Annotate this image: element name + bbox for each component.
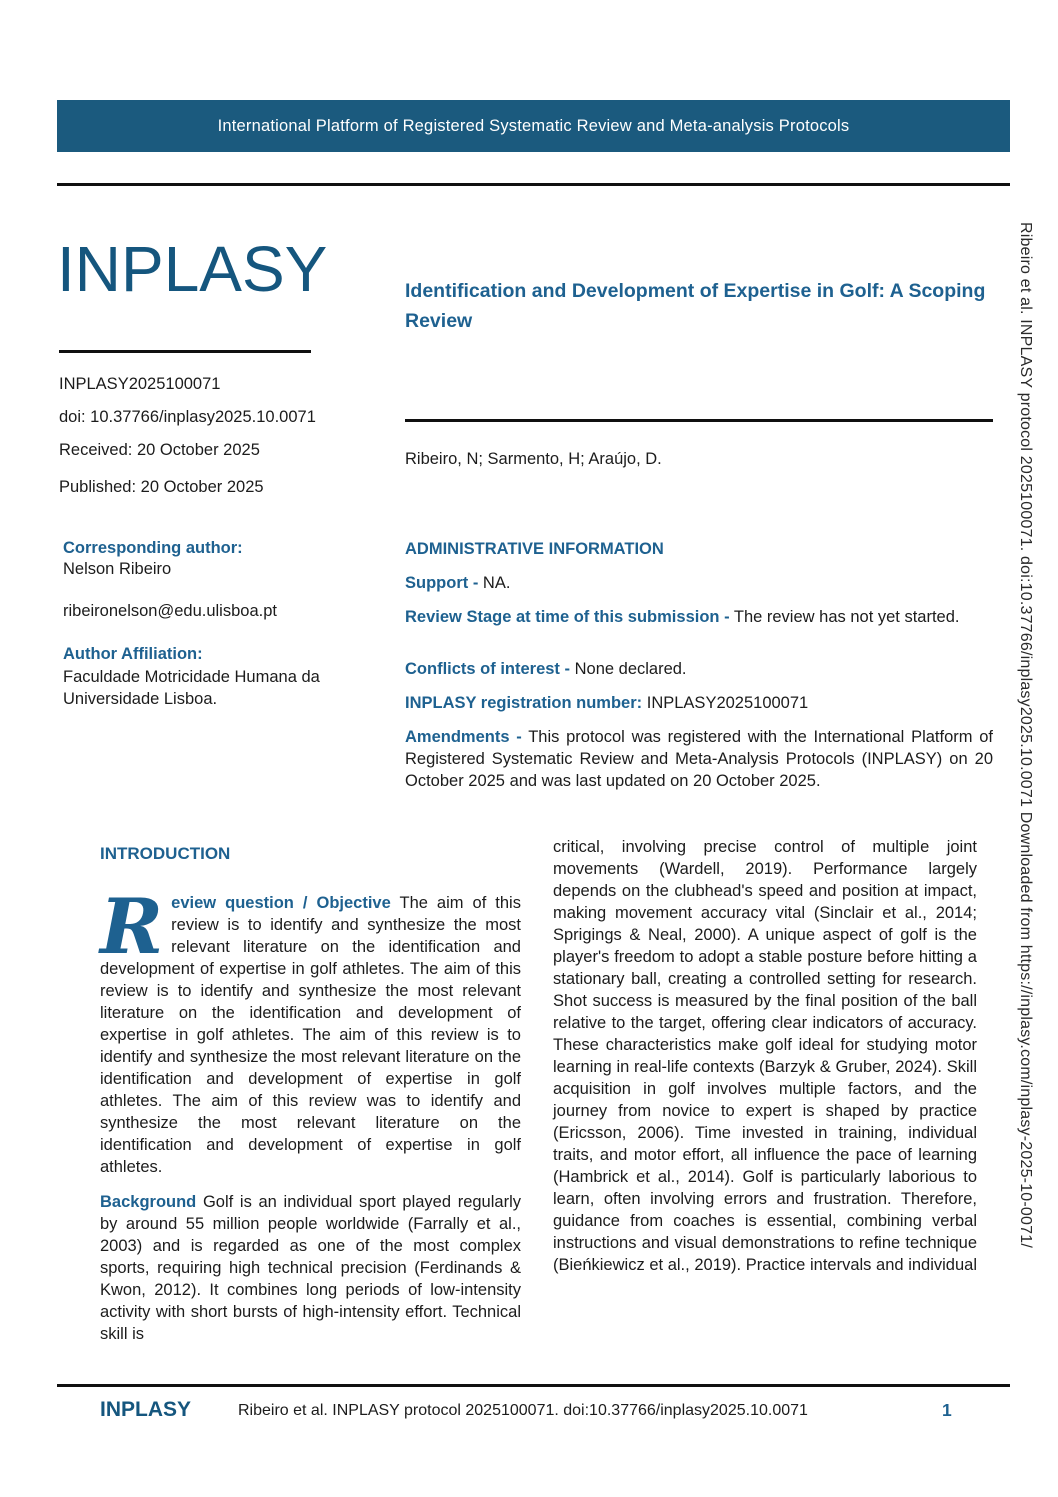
dropcap-letter: R [100, 882, 164, 971]
support-label: Support - [405, 574, 479, 592]
footer-inplasy-logo: INPLASY [100, 1398, 192, 1421]
footer-divider [57, 1384, 1010, 1387]
amendments-value: This protocol was registered with the International Platform of Registered Systematic Review and Meta-Analysis Protocols (INPLASY) on 20 October 2025 and was last updated on 20 October 2025. [405, 728, 994, 790]
received-date: Received: 20 October 2025 [59, 441, 260, 459]
conflicts-line [405, 658, 993, 680]
body-left-column [100, 843, 521, 1345]
article-title: Identification and Development of Expertise in Golf: A Scoping Review [405, 280, 986, 332]
title-divider [405, 419, 993, 422]
inplasy-logo: INPLASY [57, 233, 328, 305]
author-affiliation-label: Author Affiliation: [63, 645, 203, 663]
registration-id: INPLASY2025100071 [59, 375, 221, 393]
registration-number-value: INPLASY2025100071 [646, 694, 809, 712]
review-stage-value: The review has not yet started. [733, 608, 960, 626]
top-divider [57, 183, 1010, 186]
review-stage-line [405, 606, 993, 628]
published-date: Published: 20 October 2025 [59, 478, 264, 496]
support-line [405, 572, 993, 594]
author-affiliation-text: Faculdade Motricidade Humana da Universidade Lisboa. [63, 668, 320, 708]
corresponding-author-label: Corresponding author: [63, 539, 243, 557]
objective-label: eview question / Objective [171, 894, 391, 912]
background-continued-paragraph: critical, involving precise control of multiple joint movements (Wardell, 2019). Performance largely depends on the clubhead's speed and position at impact, making movement accuracy vital (Sinclair et al., 2014; Sprigings & Neal, 2000). A unique aspect of golf is the player's freedom to adopt a stable posture before hitting a stationary ball, creating a controlled setting for research. Shot success is measured by the final position of the ball relative to the target, offering clear indicators of accuracy. These characteristics make golf ideal for studying motor learning in real-life contexts (Barzyk & Gruber, 2024). Skill acquisition in golf involves multiple factors, and the journey from novice to expert is shaped by practice (Ericsson, 2006). Time invested in training, individual traits, and motor effort, all influence the pace of learning (Hambrick et al., 2014). Golf is particularly laborious to learn, often involving errors and frustration. Therefore, guidance from coaches is essential, combining verbal instructions and visual demonstrations to refine technique (Bieńkiewicz et al., 2019). Practice intervals and individual [553, 838, 977, 1274]
footer-page-number: 1 [942, 1400, 952, 1420]
objective-paragraph [100, 882, 521, 1178]
footer-citation: Ribeiro et al. INPLASY protocol 2025100071. doi:10.37766/inplasy2025.10.0071 [238, 1402, 808, 1419]
platform-banner-text: International Platform of Registered Systematic Review and Meta-analysis Protocols [217, 116, 850, 135]
corresponding-author-name: Nelson Ribeiro [63, 560, 172, 578]
review-stage-label: Review Stage at time of this submission - [405, 608, 730, 626]
objective-text: The aim of this review is to identify and synthesize the most relevant literature on the identification and development of expertise in golf athletes. The aim of this review is to identify and synthesize the most relevant literature on the identification and development of expertise in golf athletes. The aim of this review is to identify and synthesize the most relevant literature on the identification and development of expertise in golf athletes. The aim of this review was to identify and synthesize the most relevant literature on the identification and development of expertise in golf athletes. [100, 894, 521, 1176]
amendments-label: Amendments - [405, 728, 522, 746]
introduction-heading: INTRODUCTION [100, 844, 231, 863]
logo-underline [59, 350, 311, 353]
background-label: Background [100, 1193, 197, 1211]
corresponding-author-email: ribeironelson@edu.ulisboa.pt [63, 602, 277, 620]
admin-info-heading: ADMINISTRATIVE INFORMATION [405, 540, 664, 558]
support-value: NA. [482, 574, 511, 592]
registration-number-label: INPLASY registration number: [405, 694, 643, 712]
registration-number-line [405, 692, 993, 714]
authors-line: Ribeiro, N; Sarmento, H; Araújo, D. [405, 450, 662, 468]
sidebar-vertical-citation: Ribeiro et al. INPLASY protocol 2025100071. doi:10.37766/inplasy2025.10.0071 Downloaded from https://inplasy.com/inplasy-2025-10-0071/ [1017, 222, 1034, 1248]
body-right-column [553, 836, 977, 1276]
platform-banner [57, 100, 1010, 152]
background-paragraph [100, 1191, 521, 1345]
conflicts-value: None declared. [574, 660, 687, 678]
conflicts-label: Conflicts of interest - [405, 660, 571, 678]
background-text: Golf is an individual sport played regularly by around 55 million people worldwide (Farrally et al., 2003) and is regarded as one of the most complex sports, requiring high technical precision (Ferdinands & Kwon, 2012). It combines long periods of low-intensity activity with short bursts of high-intensity effort. Technical skill is [100, 1193, 521, 1343]
amendments-line [405, 726, 993, 792]
doi-text: doi: 10.37766/inplasy2025.10.0071 [59, 408, 316, 426]
